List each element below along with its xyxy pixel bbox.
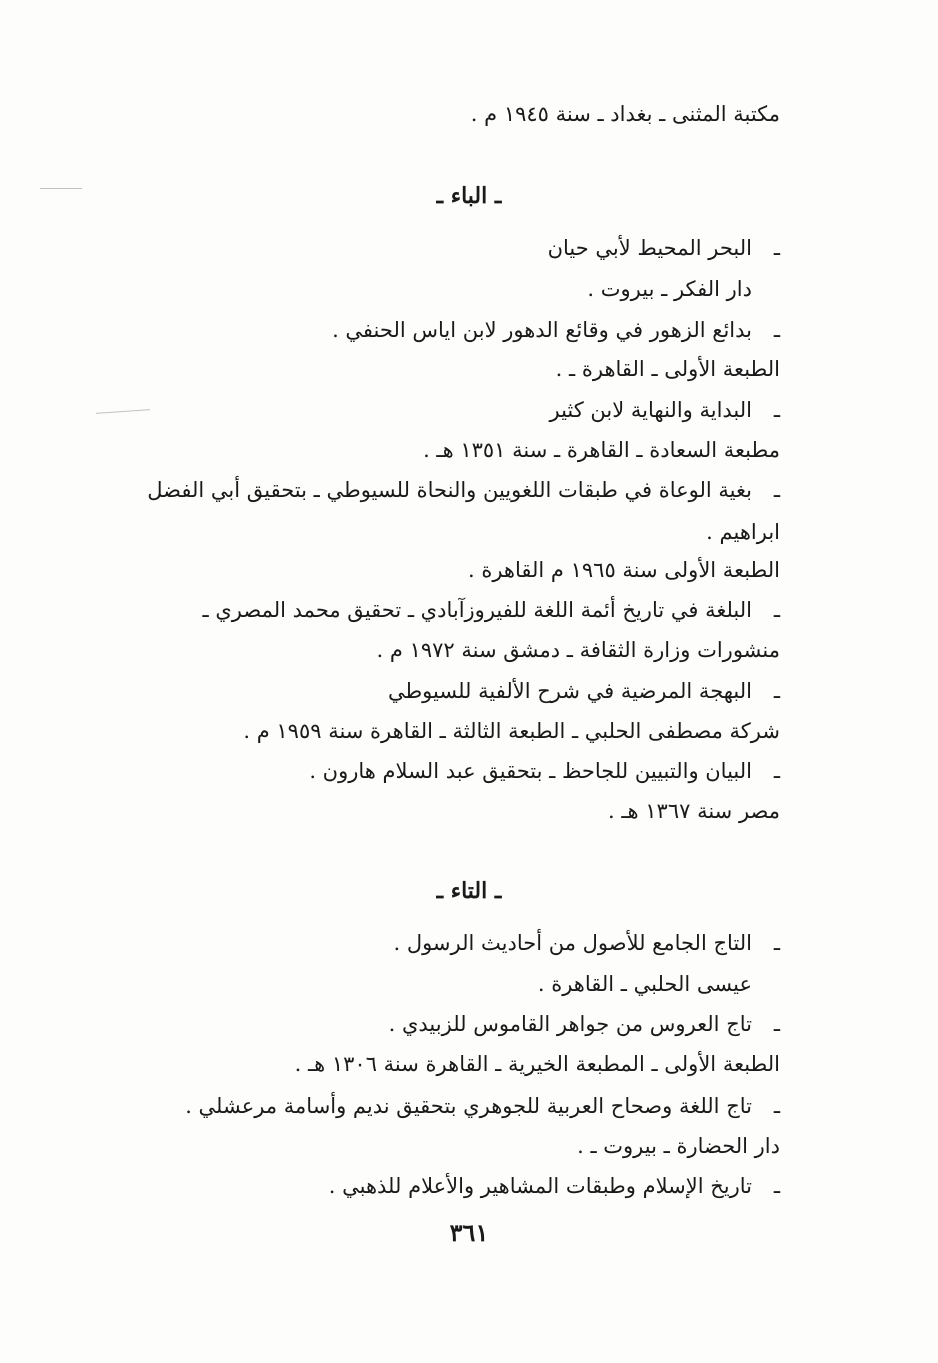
list-dash: ـ [773, 236, 780, 260]
entry-publication: مصر سنة ١٣٦٧ هـ . [608, 799, 780, 823]
entry-publication: الطبعة الأولى ـ القاهرة ـ . [555, 357, 780, 381]
entry-title: ـبغية الوعاة في طبقات اللغويين والنحاة للسيوطي ـ بتحقيق أبي الفضل [147, 478, 780, 502]
entry-publication: شركة مصطفى الحلبي ـ الطبعة الثالثة ـ القاهرة سنة ١٩٥٩ م . [243, 719, 780, 743]
entry-title: ـتاج العروس من جواهر القاموس للزبيدي . [388, 1012, 780, 1036]
entry-title: ـتاج اللغة وصحاح العربية للجوهري بتحقيق نديم وأسامة مرعشلي . [185, 1094, 780, 1118]
entry-publication: عيسى الحلبي ـ القاهرة . [537, 972, 752, 996]
list-dash: ـ [773, 1174, 780, 1198]
entry-publication: منشورات وزارة الثقافة ـ دمشق سنة ١٩٧٢ م . [376, 638, 780, 662]
entry-title: ـالبهجة المرضية في شرح الألفية للسيوطي [387, 679, 780, 703]
list-dash: ـ [773, 1094, 780, 1118]
scan-margin-mark [96, 409, 150, 414]
list-dash: ـ [773, 398, 780, 422]
entry-title: ـبدائع الزهور في وقائع الدهور لابن اياس الحنفي . [332, 318, 780, 342]
page-number: ٣٦١ [449, 1218, 489, 1247]
entry-title: ـالبيان والتبيين للجاحظ ـ بتحقيق عبد السلام هارون . [309, 759, 780, 783]
entry-title: ـالبحر المحيط لأبي حيان [547, 236, 780, 260]
entry-publication: دار الفكر ـ بيروت . [587, 277, 752, 301]
list-dash: ـ [773, 931, 780, 955]
section-heading: ـ الباء ـ [436, 183, 502, 209]
section-heading: ـ التاء ـ [436, 878, 502, 904]
entry-title: ـالبلغة في تاريخ أئمة اللغة للفيروزآبادي ـ تحقيق محمد المصري ـ [202, 598, 780, 622]
entry-title: ـالتاج الجامع للأصول من أحاديث الرسول . [393, 931, 780, 955]
entry-publication: دار الحضارة ـ بيروت ـ . [577, 1134, 780, 1158]
entry-publication: الطبعة الأولى ـ المطبعة الخيرية ـ القاهرة سنة ١٣٠٦ هـ . [294, 1052, 780, 1076]
entry-title-continuation: ابراهيم . [706, 520, 780, 544]
entry-title: ـالبداية والنهاية لابن كثير [549, 398, 780, 422]
list-dash: ـ [773, 318, 780, 342]
citation-continuation: مكتبة المثنى ـ بغداد ـ سنة ١٩٤٥ م . [470, 102, 780, 126]
entry-publication: الطبعة الأولى سنة ١٩٦٥ م القاهرة . [467, 558, 780, 582]
entry-title: ـتاريخ الإسلام وطبقات المشاهير والأعلام للذهبي . [328, 1174, 780, 1198]
list-dash: ـ [773, 679, 780, 703]
entry-publication: مطبعة السعادة ـ القاهرة ـ سنة ١٣٥١ هـ . [423, 438, 780, 462]
list-dash: ـ [773, 1012, 780, 1036]
list-dash: ـ [773, 478, 780, 502]
list-dash: ـ [773, 759, 780, 783]
list-dash: ـ [773, 598, 780, 622]
